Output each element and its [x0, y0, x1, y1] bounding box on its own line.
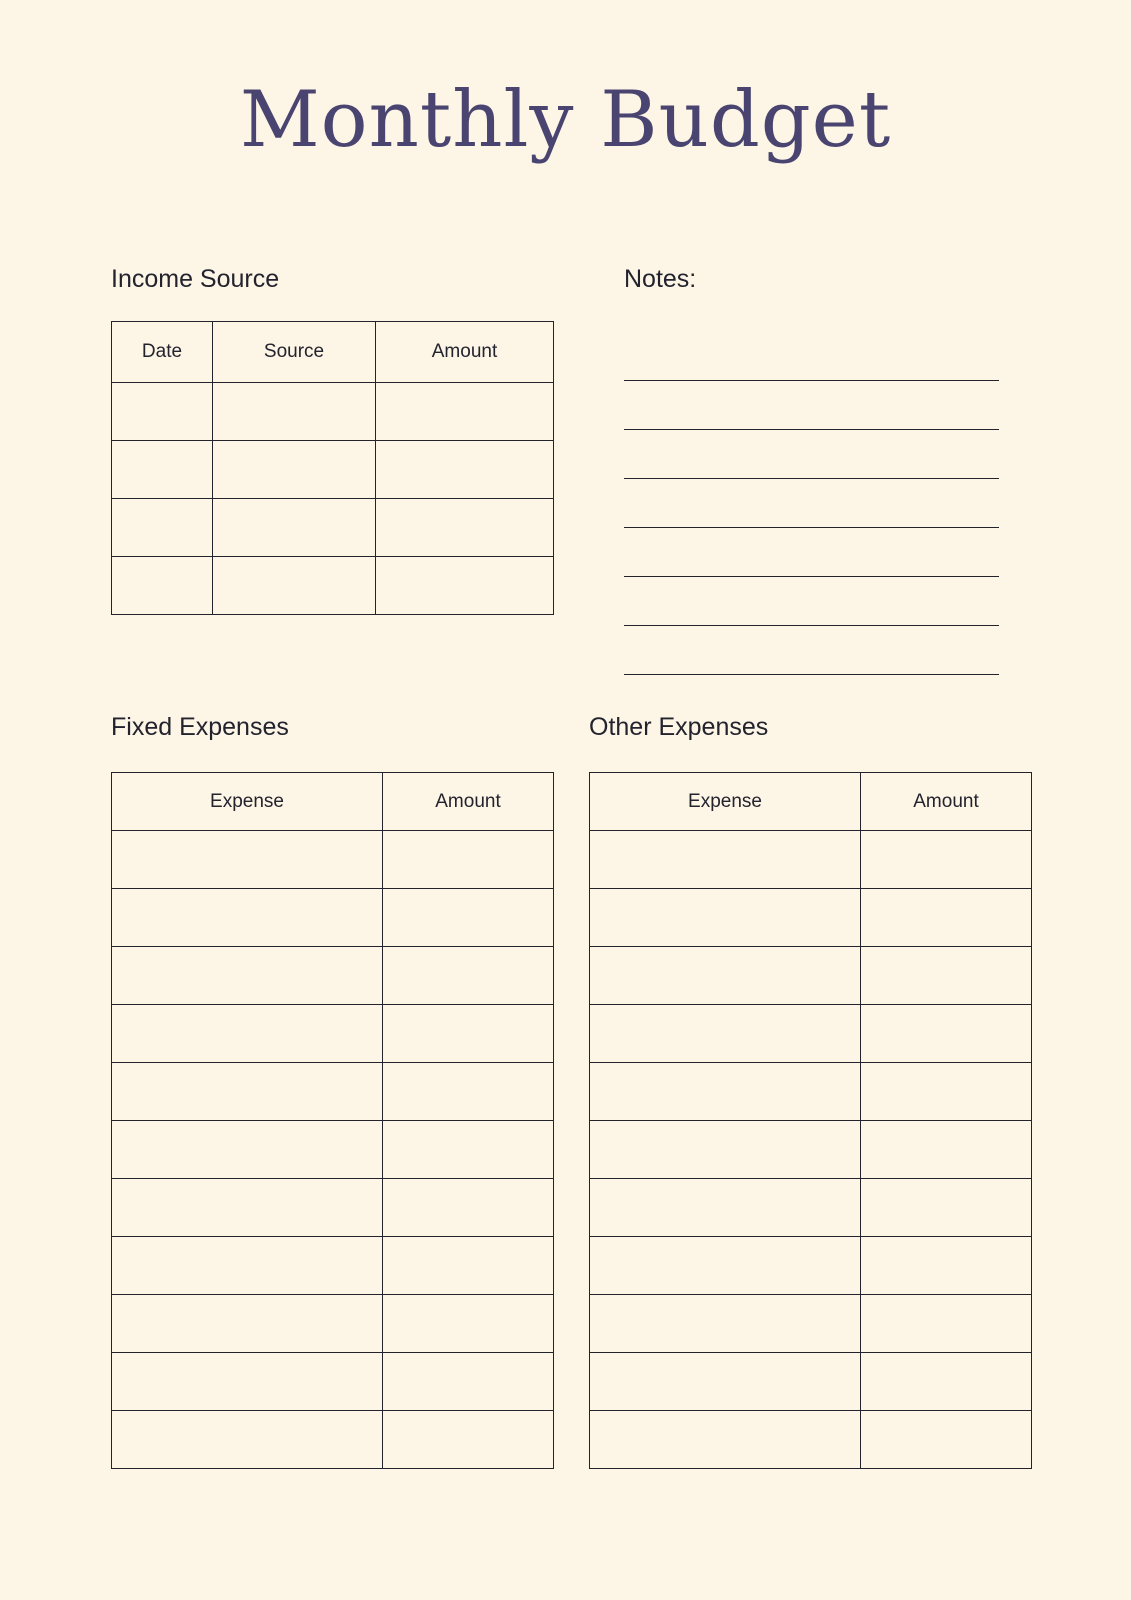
cell-amount[interactable]: [861, 889, 1032, 947]
table-row: [112, 1353, 554, 1411]
income-source-heading: Income Source: [111, 265, 280, 293]
cell-amount[interactable]: [861, 947, 1032, 1005]
cell-expense[interactable]: [112, 831, 383, 889]
cell-expense[interactable]: [590, 1411, 861, 1469]
cell-expense[interactable]: [590, 1237, 861, 1295]
notes-line[interactable]: [624, 430, 999, 479]
income-source-section: [111, 265, 554, 615]
other-expenses-body: [590, 831, 1032, 1469]
cell-expense[interactable]: [112, 1005, 383, 1063]
column-header-expense: Expense: [112, 773, 383, 831]
cell-expense[interactable]: [590, 1295, 861, 1353]
cell-expense[interactable]: [590, 1353, 861, 1411]
cell-expense[interactable]: [112, 1063, 383, 1121]
table-row: [590, 1411, 1032, 1469]
cell-amount[interactable]: [861, 1063, 1032, 1121]
table-row: [590, 1179, 1032, 1237]
column-header-source: Source: [213, 322, 376, 383]
cell-expense[interactable]: [590, 831, 861, 889]
cell-expense[interactable]: [112, 1411, 383, 1469]
cell-amount[interactable]: [376, 557, 554, 615]
fixed-expenses-section: [111, 713, 554, 1469]
cell-date[interactable]: [112, 557, 213, 615]
cell-expense[interactable]: [590, 1063, 861, 1121]
cell-amount[interactable]: [861, 1411, 1032, 1469]
table-row: [112, 831, 554, 889]
table-row: [112, 1005, 554, 1063]
cell-expense[interactable]: [112, 1237, 383, 1295]
cell-amount[interactable]: [861, 1237, 1032, 1295]
notes-line[interactable]: [624, 626, 999, 675]
cell-amount[interactable]: [861, 1295, 1032, 1353]
page-title: Monthly Budget: [239, 75, 892, 165]
cell-source[interactable]: [213, 383, 376, 441]
cell-amount[interactable]: [376, 499, 554, 557]
table-row: [112, 383, 554, 441]
cell-amount[interactable]: [383, 947, 554, 1005]
cell-amount[interactable]: [383, 889, 554, 947]
column-header-amount: Amount: [376, 322, 554, 383]
table-row: [590, 1295, 1032, 1353]
column-header-date: Date: [112, 322, 213, 383]
cell-amount[interactable]: [861, 831, 1032, 889]
cell-amount[interactable]: [376, 441, 554, 499]
cell-expense[interactable]: [112, 889, 383, 947]
table-row: [590, 1063, 1032, 1121]
cell-source[interactable]: [213, 441, 376, 499]
cell-date[interactable]: [112, 383, 213, 441]
table-row: [590, 1005, 1032, 1063]
cell-amount[interactable]: [383, 1411, 554, 1469]
notes-line[interactable]: [624, 528, 999, 577]
cell-amount[interactable]: [861, 1005, 1032, 1063]
table-row: [112, 947, 554, 1005]
notes-line[interactable]: [624, 332, 999, 381]
column-header-amount: Amount: [861, 773, 1032, 831]
cell-expense[interactable]: [590, 1005, 861, 1063]
table-row: [112, 499, 554, 557]
income-source-table: [111, 321, 554, 615]
table-header-row: [112, 773, 554, 831]
cell-amount[interactable]: [383, 1295, 554, 1353]
notes-section: [624, 265, 999, 675]
table-header-row: [112, 322, 554, 383]
notes-heading: Notes:: [624, 265, 697, 293]
other-expenses-table: [589, 772, 1032, 1469]
cell-source[interactable]: [213, 557, 376, 615]
cell-amount[interactable]: [383, 1237, 554, 1295]
cell-expense[interactable]: [590, 1179, 861, 1237]
table-header-row: [590, 773, 1032, 831]
table-row: [590, 889, 1032, 947]
cell-amount[interactable]: [861, 1121, 1032, 1179]
cell-date[interactable]: [112, 441, 213, 499]
table-row: [112, 441, 554, 499]
cell-amount[interactable]: [383, 1005, 554, 1063]
cell-amount[interactable]: [383, 831, 554, 889]
cell-amount[interactable]: [376, 383, 554, 441]
fixed-expenses-heading: Fixed Expenses: [111, 713, 289, 741]
income-source-body: [112, 383, 554, 615]
cell-expense[interactable]: [590, 947, 861, 1005]
notes-line[interactable]: [624, 381, 999, 430]
cell-date[interactable]: [112, 499, 213, 557]
cell-expense[interactable]: [112, 1121, 383, 1179]
column-header-expense: Expense: [590, 773, 861, 831]
cell-amount[interactable]: [861, 1179, 1032, 1237]
table-row: [590, 947, 1032, 1005]
notes-line[interactable]: [624, 577, 999, 626]
table-row: [112, 1411, 554, 1469]
table-row: [112, 1179, 554, 1237]
cell-source[interactable]: [213, 499, 376, 557]
other-expenses-section: [589, 713, 1032, 1469]
cell-amount[interactable]: [383, 1353, 554, 1411]
cell-expense[interactable]: [112, 1179, 383, 1237]
table-row: [112, 1237, 554, 1295]
fixed-expenses-table: [111, 772, 554, 1469]
table-row: [590, 1237, 1032, 1295]
table-row: [112, 1063, 554, 1121]
other-expenses-heading: Other Expenses: [589, 713, 769, 741]
cell-amount[interactable]: [383, 1063, 554, 1121]
table-row: [590, 831, 1032, 889]
cell-expense[interactable]: [112, 947, 383, 1005]
table-row: [112, 557, 554, 615]
table-row: [590, 1353, 1032, 1411]
table-row: [112, 1121, 554, 1179]
cell-amount[interactable]: [383, 1179, 554, 1237]
table-row: [112, 889, 554, 947]
cell-amount[interactable]: [861, 1353, 1032, 1411]
cell-expense[interactable]: [112, 1295, 383, 1353]
cell-expense[interactable]: [112, 1353, 383, 1411]
cell-amount[interactable]: [383, 1121, 554, 1179]
column-header-amount: Amount: [383, 773, 554, 831]
table-row: [112, 1295, 554, 1353]
cell-expense[interactable]: [590, 889, 861, 947]
cell-expense[interactable]: [590, 1121, 861, 1179]
table-row: [590, 1121, 1032, 1179]
notes-line[interactable]: [624, 479, 999, 528]
fixed-expenses-body: [112, 831, 554, 1469]
